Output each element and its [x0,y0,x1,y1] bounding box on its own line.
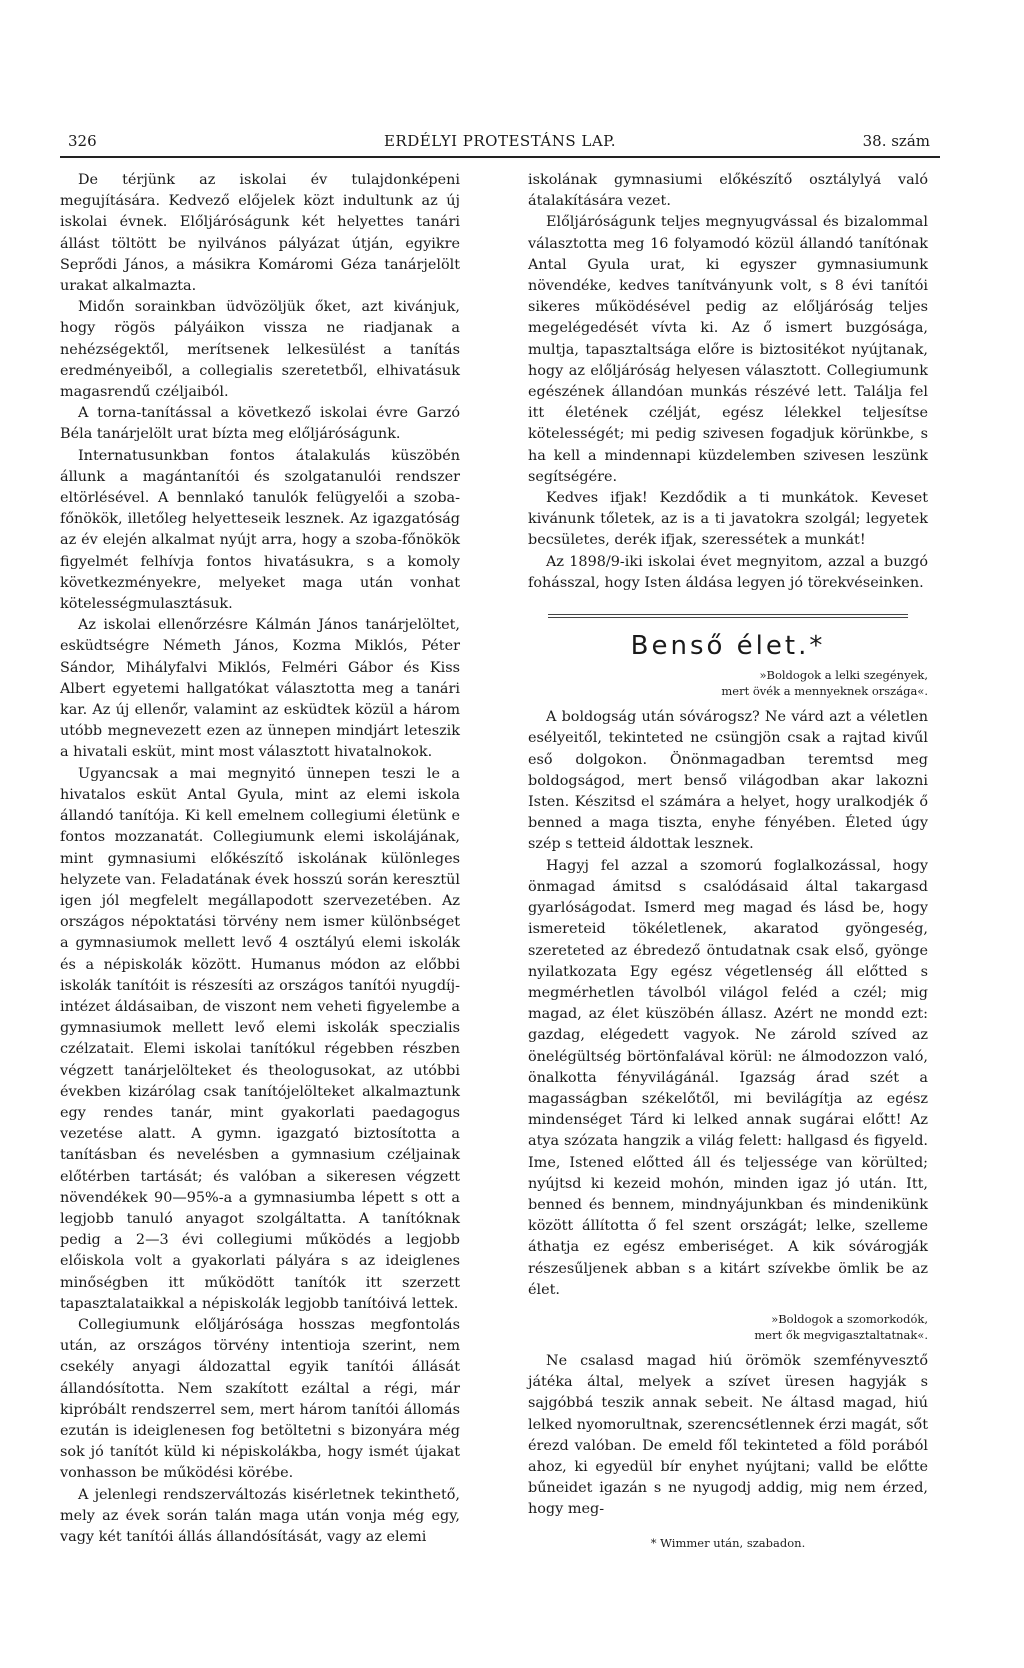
motto-line: mert övék a mennyeknek országa«. [721,684,928,699]
paragraph: Az 1898/9-iki iskolai évet megnyitom, azzal a buzgó fohásszal, hogy Isten áldása legyen jó törekvéseinken. [528,553,928,591]
footnote: * Wimmer után, szabadon. [650,1535,806,1550]
paragraph: A jelenlegi rendszerváltozás kisérletnek tekinthető, mely az évek során talán maga után vonja még egy, vagy két tanítói állás állandósítását, vagy az elemi [60,1486,460,1545]
right-column [528,170,928,1554]
motto [528,667,928,699]
paragraph: A boldogság után sóvárogsz? Ne várd azt a véletlen esélyeitől, tekinteted ne csüngjön csak a rajtad kivűl eső dolgokon. Önönmagadban teremtsd meg boldogságod, mert benső világodban akar lakozni Isten. Készitsd el számára a helyet, hogy uralkodjék ő benned a maga tiszta, enyhe fényében. Életed úgy szép s tetteid áldottak lesznek. [528,709,928,853]
paragraph: Ugyancsak a mai megnyitó ünnepen teszi le a hivatalos esküt Antal Gyula, mint az elemi iskola állandó tanítója. Ki kell emelnem collegiumi életünk e fontos mozzanatát. Collegiumunk elemi iskolájának, mint gymnasiumi előkészítő iskolának különleges helyzete van. Feladatának évek hosszú során keresztül igen jól megfelelt megállapodott szervezetében. Az országos népoktatási törvény nem ismer különbséget a gymnasiumok mellett levő 4 osztályú elemi iskolák és a népiskolák között. Humanus módon az előbbi iskolák tanítóit is részesíti az országos tanítói nyugdíj-intézet áldásaiban, de viszont nem veheti figyelembe a gymnasiumok mellett levő elemi iskolák speczialis czélzatait. Elemi iskolai tanítókul régebben részben végzett tanárjelölteket és theologusokat, az utóbbi években kizárólag csak tanítójelölteket alkalmaztunk egy rendes tanár, mint gyakorlati paedagogus vezetése alatt. A gymn. igazgató biztosította a tanításban és nevelésben a gymnasium czéljainak előtérben tartását; és valóban a sikeresen végzett növendékek 90—95%-a a gymnasiumba lépett s ott a legjobb tanuló anyagot szolgáltatta. A tanítóknak pedig a 2—3 évi collegiumi működés a legjobb előiskola volt a gyakorlati pályára s az ideiglenes minőségben itt működött tanítók itt szerzett tapasztalataikkal a népiskolák legjobb tanítóivá lettek. [60,765,460,1312]
paragraph: Előljáróságunk teljes megnyugvással és bizalommal választotta meg 16 folyamodó közül állandó tanítónak Antal Gyula urat, ki egyszer gymnasiumunk növendéke, kedves tanítványunk volt, s 8 évi tanítói sikeres működésével pedig az előljáróság teljes megelégedését vívta ki. Az ő ismert buzgósága, multja, tapasztaltsága előre is biztositékot nyújtanak, hogy az előljáróság helyesen választott. Collegiumunk egészének állandóan munkás részévé lett. Találja fel itt életének czélját, egész lélekkel teljesítse kötelességét; mi pedig szivesen fogadjuk körünkbe, s ha kell a mindennapi küzdelemben szivesen leszünk segítségére. [528,214,928,485]
article-title: Benső élet.* [630,631,826,662]
section-divider [548,614,908,618]
motto [528,1311,928,1343]
paragraph: Hagyj fel azzal a szomorú foglalkozással, hogy önmagad ámitsd s csalódásaid által takargasd gyarlóságodat. Ismerd meg magad és lásd be, hogy ismeretеid tökéletlenek, akaratod gyöngeség, szereteted az ébredező öntudatnak csak első, gyönge nyilatkozata Egy egész végetlenség áll előtted s megmérhetlen távolból világol feléd a czél; mig magad, az élet küszöbén állasz. Azért ne mondd ezt: gazdag, elégedett vagyok. Ne zárold szíved az önelégültség börtönfalával körül: ne álmodozzon való, önalkotta fényvilágánál. Igazság árad szét a magasságban székelőtől, mi bevilágítja az egész mindenséget Tárd ki lelked annak sugárai előtt! Az atya szózata hangzik a világ felett: hallgasd és figyeld. Ime, Istened előtted áll és teljessége van körülted; nyújtsd ki kezeid mohón, minden igaz jó után. Itt, benned és bennem, mindnyájunkban és mindenikünk között állította ő fel szent országát; lelke, szelleme áthatja ez egész emberiséget. A kik sóvárogják részesűljenek abban s a kitárt szívekbe ömlik be az élet. [528,857,928,1298]
paragraph: Internatusunkban fontos átalakulás küszöbén állunk a magántanítói és szolgatanulói rendszer eltörlésével. A bennlakó tanulók felügyelői a szoba-főnökök, illetőleg helyetteseik lesznek. Az igazgatóság az év elején alkalmat nyújt arra, hogy a szoba-főnökök figyelmét felhívja fontos hivatásukra, s a komoly következményekre, melyeket maga után vonhat kötelességmulasztásuk. [60,447,460,613]
paragraph: A torna-tanítással a következő iskolai évre Garzó Béla tanárjelölt urat bízta meg előljáróságunk. [60,405,460,443]
paragraph: Collegiumunk előljárósága hosszas megfontolás után, az országos törvény intentioja szerint, nem csekély anyagi áldozattal egyik tanítói állását állandósította. Nem szakított ezáltal a régi, már kipróbált rendszerrel sem, mert három tanítói állomás ezután is ideiglenesen fog betöltetni s bizonyára még sok jó tanítót küld ki népiskolákba, hogy ismét újakat vonhasson be működési körébe. [60,1316,460,1482]
paragraph: Ne csalasd magad hiú örömök szemfényvesztő játéka által, melyek a szívet üresen hagyják s sajgóbbá teszik annak sebeit. Ne áltasd magad, hiú lelked nyomorultnak, szerencsétlennek érzi magát, sőt érezd valóban. De emeld fől tekinteted a föld porából ahoz, ki egyedül bír enyhet nyújtani; valld be előtte bűneidet igazán s ne nyugodj addig, mig nem érzed, hogy meg- [528,1352,928,1518]
motto-line: mert ők megvigasztaltatnak«. [754,1327,928,1342]
left-column [60,170,460,1548]
paragraph: Midőn sorainkban üdvözöljük őket, azt kivánjuk, hogy rögös pályáikon vissza ne riadjanak a nehézségektől, merítsenek lelkesülést a tanítás eredményeiből, a collegialis szeretetből, elhivatásuk magasrendű czéljaiból. [60,299,460,401]
paragraph: De térjünk az iskolai év tulajdonképeni megujítására. Kedvező előjelek közt indultunk az új iskolai évnek. Előljáróságunk két helyettes tanári állást töltött be nyilvános pályázat útján, egyikre Seprődi János, a másikra Komáromi Géza tanárjelölt urakat alkalmazta. [60,172,460,295]
header-rule [60,156,940,158]
motto-line: »Boldogok a szomorkodók, [771,1311,928,1326]
journal-title: ERDÉLYI PROTESTÁNS LAP. [383,132,617,150]
page-number: 326 [68,132,97,150]
page-header [60,130,940,152]
motto-line: »Boldogok a lelki szegények, [759,668,928,683]
paragraph-continuation: iskolának gymnasiumi előkészítő osztálylyá való átalakítására vezet. [528,172,928,210]
issue-number: 38. szám [862,132,930,150]
paragraph: Az iskolai ellenőrzésre Kálmán János tanárjelöltet, esküdtségre Németh János, Kozma Miklós, Péter Sándor, Mihályfalvi Miklós, Felméri Gábor és Kiss Albert egyetemi hallgatókat választotta meg a tanári kar. Az új ellenőr, valamint az esküdtek közül a három utóbb megnevezett ezen az ünnepen mindjárt leteszik a hivatali esküt, mint most választott hivatalnokok. [60,617,460,761]
paragraph: Kedves ifjak! Kezdődik a ti munkátok. Keveset kivánunk tőletek, az is a ti javatokra szolgál; legyetek becsületes, derék ifjak, szeressétek a munkát! [528,490,928,549]
